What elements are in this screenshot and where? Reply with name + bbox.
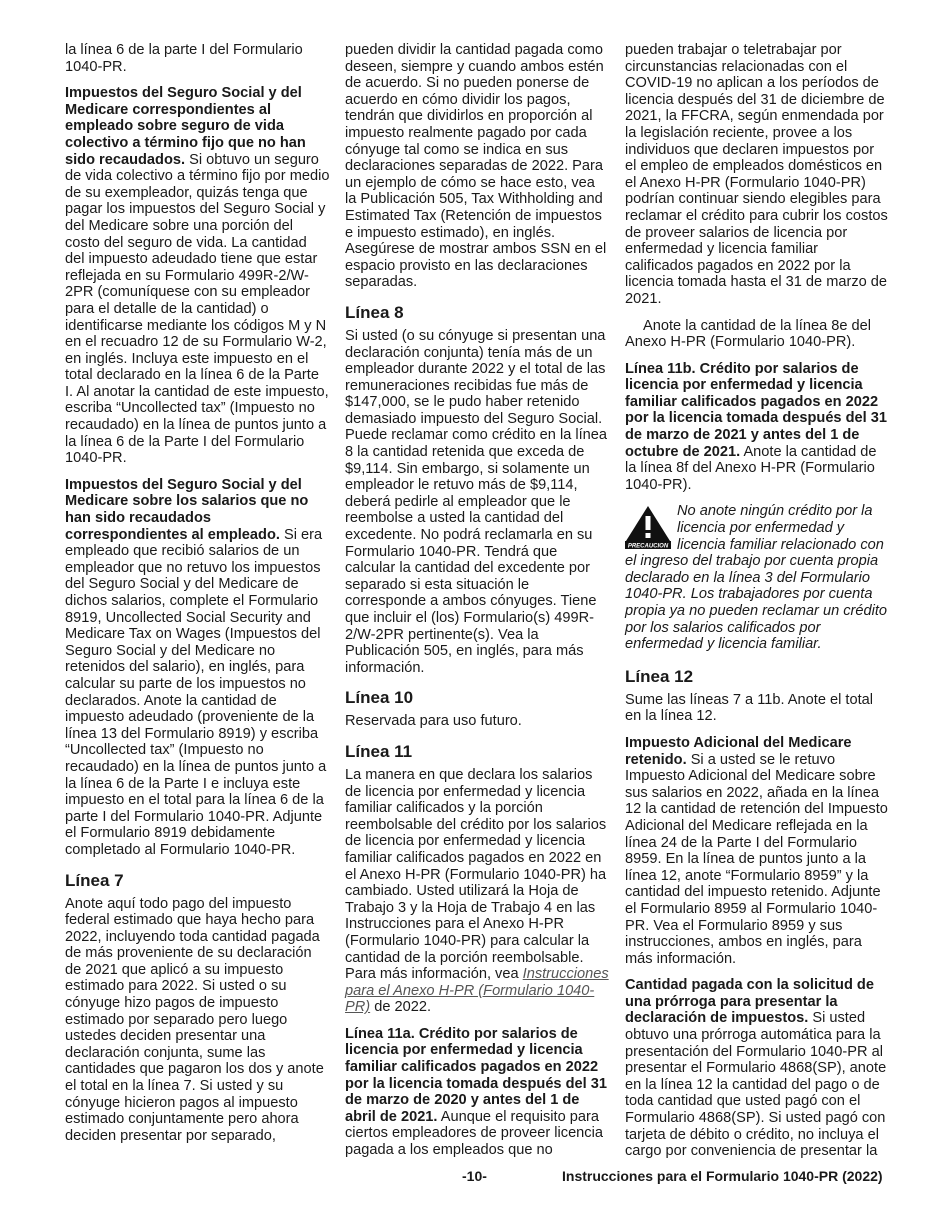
run-in-heading: Impuesto Adicional del Medicare retenido.	[625, 734, 852, 768]
run-in-heading: Línea 11a. Crédito por salarios de licencia por enfermedad y licencia familiar calificados pagados en 2022 por la licencia tomada después del 31 de marzo de 2020 y antes del 1 de abril de 2021.	[345, 1025, 607, 1125]
paragraph	[65, 477, 330, 859]
paragraph	[625, 361, 889, 494]
paragraph-text: Si a usted se le retuvo Impuesto Adicional del Medicare sobre sus salarios en 2022, añada en la línea 12 la cantidad de retención del Impuesto Adicional del Medicare reflejada en la línea 24 de la Parte I del Formulario 8959. En la línea de puntos junto a la línea 12, anote “Formulario 8959” y la cantidad del impuesto retenido. Adjunte el Formulario 8959 al Formulario 1040-PR. Vea el Formulario 8959 y sus instrucciones, ambos en inglés, para más información.	[625, 751, 888, 967]
caution-text: No anote ningún crédito por la licencia por enfermedad y licencia familiar relacionado con el ingreso del trabajo por cuenta propia declarado en la línea 3 del Formulario 1040-PR. Los trabajadores por cuenta propia ya no pueden reclamar un crédito por los salarios calificados por enfermedad y licencia familiar.	[625, 503, 888, 653]
run-in-heading: Cantidad pagada con la solicitud de una prórroga para presentar la declaración de impuestos.	[625, 977, 874, 1027]
caution-note	[625, 503, 889, 652]
paragraph	[625, 735, 889, 967]
section-heading: Línea 12	[625, 666, 694, 686]
section-heading: Línea 8	[345, 302, 404, 322]
paragraph: Anote la cantidad de la línea 8e del Anexo H-PR (Formulario 1040-PR).	[625, 317, 871, 351]
paragraph: pueden dividir la cantidad pagada como deseen, siempre y cuando ambos estén de acuerdo. Si no pueden ponerse de acuerdo en cómo dividir los pagos, tendrán que dividirlos en proporción al impuesto realmente pagado por cada cónyuge tal como se indica en sus declaraciones separadas de 2022. Para un ejemplo de cómo se hace esto, vea la Publicación 505, Tax Withholding and Estimated Tax (Retención de impuestos e impuesto estimado), en inglés. Asegúrese de mostrar ambos SSN en el espacio provisto en las declaraciones separadas.	[345, 42, 607, 291]
paragraph-text: de 2022.	[374, 999, 432, 1016]
run-in-heading: Impuestos del Seguro Social y del Medicare sobre los salarios que no han sido recaudados correspondientes al empleado.	[65, 476, 309, 543]
section-heading: Línea 7	[65, 870, 124, 890]
run-in-heading: Impuestos del Seguro Social y del Medicare correspondientes al empleado sobre seguro de vida colectivo a término fijo que no han sido recaudados.	[65, 85, 306, 168]
caution-label: PRECAUCION	[627, 543, 669, 550]
paragraph: Si usted (o su cónyuge si presentan una declaración conjunta) tenía más de un empleador durante 2022 y el total de las remuneraciones recibidas fue más de $147,000, se le pudo haber retenido demasiado impuesto del Seguro Social. Puede reclamar como crédito en la línea 8 la cantidad retenida que exceda de $9,114. Sin embargo, si solamente un empleador le retuvo más de $9,114, deberá pedirle al empleador que le reembolse a usted la cantidad del excedente. No podrá reclamarla en su Formulario 1040-PR. Tendrá que calcular la cantidad del excedente por separado si esta situación le corresponde a ambos cónyuges. Tiene que incluir el (los) Formulario(s) 499R-2/W-2PR pertinente(s). Vea la Publicación 505, en inglés, para más información.	[345, 327, 608, 676]
paragraph-text: Si era empleado que recibió salarios de un empleador que no retuvo los impuestos del Seguro Social y del Medicare de dichos salarios, complete el Formulario 8919, Uncollected Social Security and Medicare Tax on Wages (Impuestos del Seguro Social y del Medicare no retenidos del salario), en inglés, para calcular su parte de los impuestos no declarados. Anote la cantidad de impuesto adeudado (proveniente de la línea 13 del Formulario 8919) y escriba “Uncollected tax” (Impuesto no recaudado) en la línea de puntos junto a la línea 6 de la Parte I e incluya este impuesto en el total para la línea 6 de la parte I del Formulario 1040-PR. Adjunte el Formulario 8919 debidamente completado al Formulario 1040-PR.	[65, 526, 327, 858]
paragraph: pueden trabajar o teletrabajar por circunstancias relacionadas con el COVID-19 no aplican a los períodos de licencia después del 31 de diciembre de 2021, la FFCRA, según enmendada por la legislación reciente, provee a los individuos que declaren impuestos por el empleo de empleados domésticos en el Anexo H-PR (Formulario 1040-PR) podrían continuar siendo elegibles para reclamar el crédito para cubrir los costos de proveer salarios de licencia por enfermedad y licencia familiar calificados pagados en 2022 por la licencia tomada hasta el 31 de marzo de 2021.	[625, 42, 888, 307]
run-in-heading: Línea 11b. Crédito por salarios de licencia por enfermedad y licencia familiar calificados pagados en 2022 por la licencia tomada después del 31 de marzo de 2021 y antes del 1 de octubre de 2021.	[625, 360, 887, 460]
column-2	[345, 42, 610, 1169]
instructions-link[interactable]: Instrucciones para el Anexo H-PR (Formulario 1040-PR)	[345, 966, 609, 1016]
page-number: -10-	[462, 1168, 487, 1184]
caution-icon	[625, 505, 671, 549]
paragraph	[625, 977, 889, 1160]
paragraph	[65, 85, 330, 467]
column-1	[65, 42, 330, 1154]
paragraph: Anote aquí todo pago del impuesto federal estimado que haya hecho para 2022, incluyendo toda cantidad pagada de más proveniente de su declaración de 2021 que aplicó a su impuesto estimado para 2022. Si usted o su cónyuge hizo pagos de impuesto estimado por separado pero luego ustedes deciden presentar una declaración conjunta, sume las cantidades que pagaron los dos y anote el total en la línea 7. Si usted y su cónyuge hicieron pagos al impuesto estimado conjuntamente pero ahora deciden presentar por separado,	[65, 895, 324, 1144]
paragraph-text: Anote la cantidad de la línea 8f del Anexo H-PR (Formulario 1040-PR).	[625, 443, 877, 493]
paragraph-text: Si usted obtuvo una prórroga automática para la presentación del Formulario 1040-PR al presentar el Formulario 4868(SP), anote en la línea 12 la cantidad del pago o de toda cantidad que usted pagó con el Formulario 4868(SP). Si usted pagó con tarjeta de débito o crédito, no incluya el cargo por conveniencia de presentar la	[625, 1010, 887, 1160]
footer-title: Instrucciones para el Formulario 1040-PR (2022)	[562, 1168, 883, 1184]
paragraph	[345, 767, 610, 1016]
paragraph: Sume las líneas 7 a 11b. Anote el total en la línea 12.	[625, 691, 873, 725]
section-heading: Línea 10	[345, 688, 414, 708]
section-heading: Línea 11	[345, 741, 413, 761]
paragraph	[345, 1026, 610, 1159]
paragraph: Reservada para uso futuro.	[345, 713, 522, 730]
paragraph-text: Aunque el requisito para ciertos empleadores de proveer licencia pagada a los empleados que no	[345, 1108, 603, 1159]
column-3	[625, 42, 889, 1170]
paragraph: la línea 6 de la parte I del Formulario 1040-PR.	[65, 42, 303, 75]
paragraph-text: La manera en que declara los salarios de licencia por enfermedad y licencia familiar calificados y la porción reembolsable del crédito por los salarios de licencia por enfermedad y licencia familiar calificados pagados en 2022 en el Anexo H-PR (Formulario 1040-PR) ha cambiado. Usted utilizará la Hoja de Trabajo 3 y la Hoja de Trabajo 4 en las Instrucciones para el Anexo H-PR (Formulario 1040-PR) para calcular la cantidad de la porción reembolsable. Para más información, vea	[345, 766, 607, 983]
paragraph-text: Si obtuvo un seguro de vida colectivo a término fijo por medio de su exempleador, quizás tenga que pagar los impuestos del Seguro Social y del Medicare sobre una porción del costo del seguro de vida. La cantidad del impuesto adeudado tiene que estar reflejada en su Formulario 499R-2/W-2PR (comuníquese con su empleador para el detalle de la cantidad) o identificarse mediante los códigos M y N en el recuadro 12 de su Formulario W-2, en inglés. Incluya este impuesto en el total declarado en la línea 6 de la Parte I. Al anotar la cantidad de este impuesto, escriba “Uncollected tax” (Impuesto no recaudado) en la línea de puntos junto a la línea 6 de la Parte I del Formulario 1040-PR.	[65, 151, 330, 467]
